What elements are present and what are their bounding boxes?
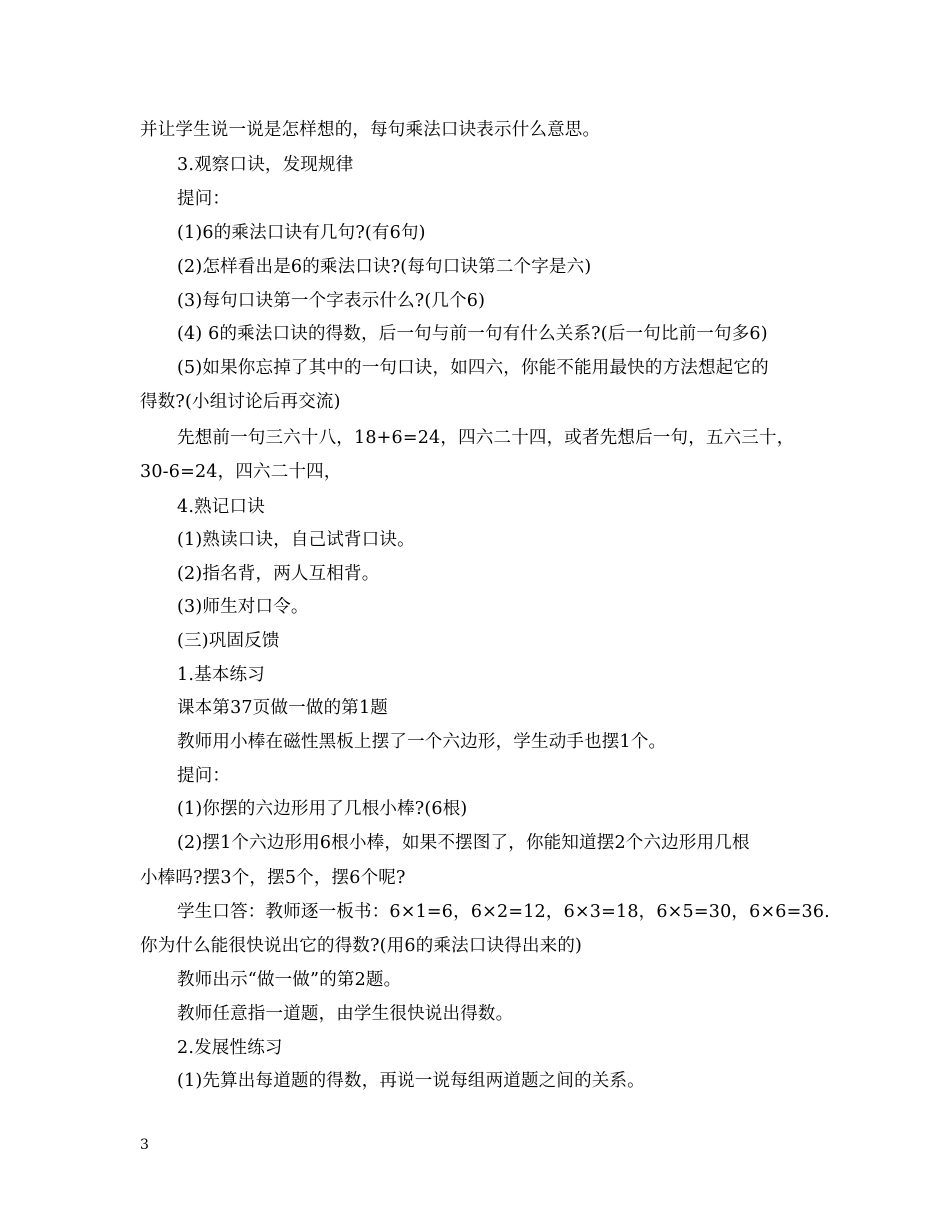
text-line: 并让学生说一说是怎样想的，每句乘法口诀表示什么意思。 <box>140 120 601 140</box>
text-line: 课本第37页做一做的第1题 <box>177 698 389 718</box>
text-line: (5)如果你忘掉了其中的一句口诀，如四六，你能不能用最快的方法想起它的 <box>177 358 769 378</box>
heading-basic-practice: 1.基本练习 <box>177 665 265 685</box>
text-line: (1)6的乘法口诀有几句?(有6句) <box>177 223 426 243</box>
text-line: (4) 6的乘法口诀的得数，后一句与前一句有什么关系?(后一句比前一句多6) <box>177 324 768 344</box>
text-line: (3)每句口诀第一个字表示什么?(几个6) <box>177 291 486 311</box>
text-line: (2)怎样看出是6的乘法口诀?(每句口诀第二个字是六) <box>177 257 592 277</box>
text-line: 教师任意指一道题，由学生很快说出得数。 <box>177 1004 514 1024</box>
heading-observe-rules: 3.观察口诀，发现规律 <box>177 155 354 175</box>
text-line: 教师用小棒在磁性黑板上摆了一个六边形，学生动手也摆1个。 <box>177 732 667 752</box>
text-line: 先想前一句三六十八，18+6=24，四六二十四，或者先想后一句，五六三十， <box>177 428 795 448</box>
text-line: 你为什么能很快说出它的得数?(用6的乘法口诀得出来的) <box>140 936 583 956</box>
text-line: 提问： <box>177 766 231 786</box>
heading-development-practice: 2.发展性练习 <box>177 1038 283 1058</box>
text-line: 30-6=24，四六二十四， <box>140 462 342 482</box>
text-line: (1)先算出每道题的得数，再说一说每组两道题之间的关系。 <box>177 1071 645 1091</box>
text-line: (2)指名背，两人互相背。 <box>177 564 380 584</box>
text-line: 小棒吗?摆3个，摆5个，摆6个呢? <box>140 868 406 888</box>
text-line: (1)熟读口诀，自己试背口诀。 <box>177 530 415 550</box>
text-line: 提问： <box>177 189 231 209</box>
text-line: 教师出示“做一做”的第2题。 <box>177 970 402 990</box>
text-line: 得数?(小组讨论后再交流) <box>140 392 341 412</box>
heading-memorize: 4.熟记口诀 <box>177 497 265 517</box>
section-heading: (三)巩固反馈 <box>177 631 280 651</box>
text-line: (2)摆1个六边形用6根小棒，如果不摆图了，你能知道摆2个六边形用几根 <box>177 833 750 853</box>
text-line: 学生口答：教师逐一板书：6×1=6，6×2=12，6×3=18，6×5=30，6×6=36. <box>177 902 830 922</box>
text-line: (1)你摆的六边形用了几根小棒?(6根) <box>177 799 468 819</box>
text-line: (3)师生对口令。 <box>177 597 309 617</box>
page-number: 3 <box>140 1137 149 1153</box>
